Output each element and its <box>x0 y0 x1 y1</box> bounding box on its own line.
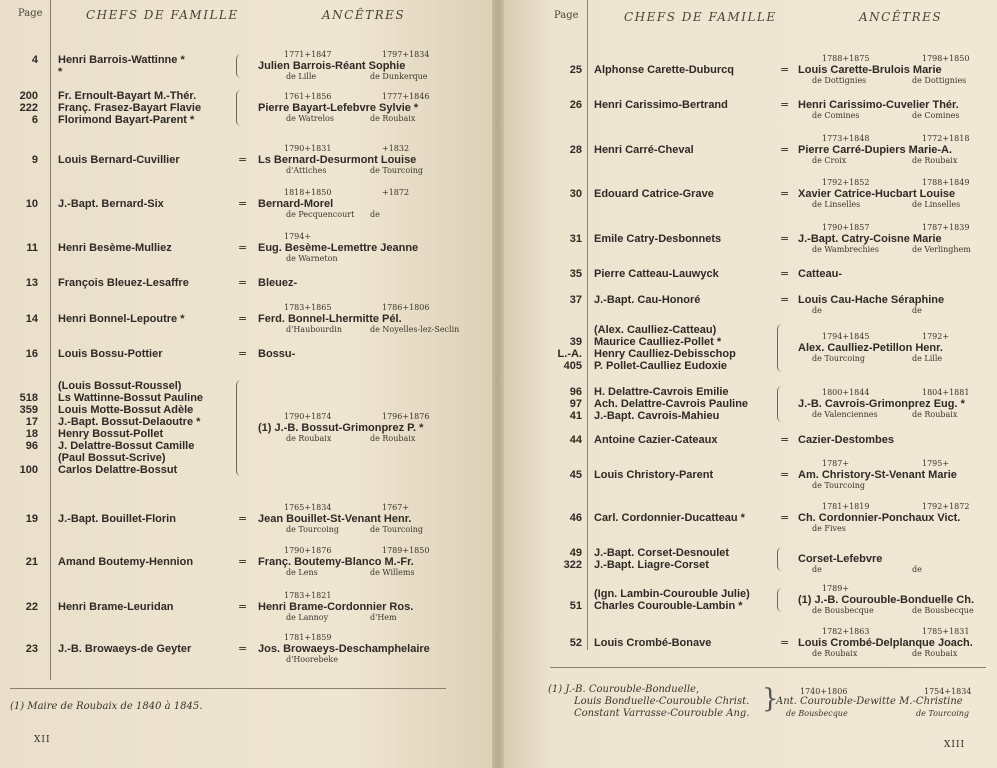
ancestor-name: Corset-Lefebvre <box>798 553 883 565</box>
ancestor-place-2: de Tourcoing <box>370 525 424 534</box>
chef-line: Louis Christory-Parent <box>594 469 714 481</box>
chef-line: Louis Bossu-Pottier <box>58 348 163 360</box>
ancestor-dates-2: +1872 <box>382 188 410 197</box>
ancestor-name: Bossu- <box>258 348 296 360</box>
equals-sign: = <box>238 153 248 166</box>
right-footnote-line-1: (1) J.-B. Courouble-Bonduelle, <box>548 684 700 695</box>
ancestor-place-2: de Lille <box>912 354 943 363</box>
ancestor-name: (1) J.-B. Bossut-Grimonprez P. * <box>258 422 424 434</box>
chef-line: J.-Bapt. Cavrois-Mahieu <box>594 410 720 422</box>
ancestor-place-2: d'Hem <box>370 613 397 622</box>
right-footnote-line-2: Louis Bonduelle-Courouble Christ. <box>574 696 750 707</box>
page-number: 14 <box>25 313 38 325</box>
page-number: 322 <box>563 559 582 571</box>
ancestor-dates-1: 1787+ <box>822 459 850 468</box>
ancestor-dates-1: 1789+ <box>822 584 850 593</box>
ancestor-dates-2: 1795+ <box>922 459 950 468</box>
entry-brace <box>236 380 241 476</box>
ancestor-name: Eug. Besème-Lemettre Jeanne <box>258 242 419 254</box>
ancestor-name: J.-Bapt. Catry-Coisne Marie <box>798 233 942 245</box>
ancestor-name: Pierre Bayart-Lefebvre Sylvie * <box>258 102 419 114</box>
page-number: 11 <box>26 242 38 254</box>
page-number: 100 <box>19 464 38 476</box>
ancestor-place-1: de Linselles <box>812 200 861 209</box>
entry-brace <box>777 547 782 571</box>
page-number: 28 <box>569 144 582 156</box>
ancestor-dates-2: 1767+ <box>382 503 410 512</box>
chef-line: Louis Motte-Bossut Adèle <box>58 404 194 416</box>
ancestor-place-1: d'Haubourdin <box>286 325 342 334</box>
chef-line: J.-Bapt. Bossut-Delaoutre * <box>58 416 201 428</box>
equals-sign: = <box>780 232 790 245</box>
chef-line: Ls Wattinne-Bossut Pauline <box>58 392 204 404</box>
chef-line: Alphonse Carette-Duburcq <box>594 64 734 76</box>
footnote-brace: } <box>762 684 779 714</box>
ancestor-dates-2: 1792+ <box>922 332 950 341</box>
ancestor-place-2: de Comines <box>912 111 960 120</box>
equals-sign: = <box>238 512 248 525</box>
ancestor-name: Am. Christory-St-Venant Marie <box>798 469 957 481</box>
left-page <box>0 0 492 768</box>
ancestor-place-2: de <box>912 565 922 574</box>
ancestor-dates-1: 1781+1819 <box>822 502 870 511</box>
ancestor-place-1: de <box>812 565 822 574</box>
equals-sign: = <box>238 276 248 289</box>
page-number: 46 <box>569 512 582 524</box>
chef-line: Henri Carissimo-Bertrand <box>594 99 728 111</box>
page-number: 222 <box>19 102 38 114</box>
page-number: 21 <box>25 556 38 568</box>
ancestor-dates-2: 1798+1850 <box>922 54 970 63</box>
page-number: 200 <box>19 90 38 102</box>
ancestor-dates-1: 1792+1852 <box>822 178 870 187</box>
chef-line: (Paul Bossut-Scrive) <box>58 452 166 464</box>
ancestor-place-1: de Roubaix <box>812 649 858 658</box>
equals-sign: = <box>238 312 248 325</box>
ancestor-name: Cazier-Destombes <box>798 434 894 446</box>
ancestor-place-2: de Roubaix <box>912 156 958 165</box>
ancestor-place-1: de Watrelos <box>286 114 334 123</box>
equals-sign: = <box>238 555 248 568</box>
page-number: 23 <box>25 643 38 655</box>
chef-line: Carlos Delattre-Bossut <box>58 464 178 476</box>
ancestor-dates-1: 1790+1876 <box>284 546 332 555</box>
ancestor-name: Louis Carette-Brulois Marie <box>798 64 942 76</box>
ancestor-name: Alex. Caulliez-Petillon Henr. <box>798 342 943 354</box>
right-page-column-rule <box>587 0 588 650</box>
ancestor-place-2: de Verlinghem <box>912 245 971 254</box>
ancestor-dates-1: 1800+1844 <box>822 388 870 397</box>
ancestor-name: Bernard-Morel <box>258 198 334 210</box>
ancestor-place-1: de Pecquencourt <box>286 210 355 219</box>
right-folio: XIII <box>944 740 966 750</box>
chef-line: (Ign. Lambin-Courouble Julie) <box>594 588 750 600</box>
ancestor-place-1: de Croix <box>812 156 847 165</box>
chef-line: H. Delattre-Cavrois Emilie <box>594 386 729 398</box>
ancestor-place-2: de Dunkerque <box>370 72 428 81</box>
equals-sign: = <box>780 511 790 524</box>
footnote-dates-2: 1754+1834 <box>924 687 972 696</box>
footnote-place-1: de Bousbecque <box>786 709 848 718</box>
ancestor-place-1: de Comines <box>812 111 860 120</box>
page-number: 22 <box>25 601 38 613</box>
page-number: 26 <box>569 99 582 111</box>
chef-line: Edouard Catrice-Grave <box>594 188 714 200</box>
ancestor-name: Ch. Cordonnier-Ponchaux Vict. <box>798 512 961 524</box>
ancestor-place-1: de Lannoy <box>286 613 329 622</box>
chef-line: J.-Bapt. Liagre-Corset <box>594 559 709 571</box>
ancestor-dates-1: 1781+1859 <box>284 633 332 642</box>
chef-line: P. Pollet-Caulliez Eudoxie <box>594 360 728 372</box>
chef-line: Pierre Catteau-Lauwyck <box>594 268 719 280</box>
right-chefs-header: CHEFS DE FAMILLE <box>624 10 777 24</box>
ancestor-place-2: de Roubaix <box>912 649 958 658</box>
ancestor-place-1: de Valenciennes <box>812 410 878 419</box>
ancestor-place-1: d'Attiches <box>286 166 327 175</box>
chef-line: Henri Barrois-Wattinne * <box>58 54 185 66</box>
ancestor-dates-1: 1788+1875 <box>822 54 870 63</box>
chef-line: Henry Bossut-Pollet <box>58 428 164 440</box>
right-ancetres-header: ANCÊTRES <box>859 10 943 24</box>
page-number: 518 <box>19 392 38 404</box>
ancestor-dates-2: 1797+1834 <box>382 50 430 59</box>
ancestor-place-1: de Tourcoing <box>812 481 866 490</box>
ancestor-place-2: de Roubaix <box>912 410 958 419</box>
chef-line: Charles Courouble-Lambin * <box>594 600 743 612</box>
left-page-column-rule <box>50 0 51 680</box>
ancestor-dates-1: 1783+1821 <box>284 591 332 600</box>
page-number: 4 <box>31 54 38 66</box>
ancestor-place-2: de Linselles <box>912 200 961 209</box>
ancestor-place-2: de Dottignies <box>912 76 967 85</box>
ancestor-name: Louis Cau-Hache Séraphine <box>798 294 945 306</box>
chef-line: Henri Carré-Cheval <box>594 144 694 156</box>
chef-line: (Louis Bossut-Roussel) <box>58 380 182 392</box>
chef-line: Antoine Cazier-Cateaux <box>594 434 718 446</box>
chef-line: Franç. Frasez-Bayart Flavie <box>58 102 202 114</box>
equals-sign: = <box>780 143 790 156</box>
ancestor-dates-1: 1794+ <box>284 232 312 241</box>
ancestor-place-2: de <box>912 306 922 315</box>
equals-sign: = <box>780 636 790 649</box>
ancestor-dates-2: 1788+1849 <box>922 178 970 187</box>
ancestor-place-2: de Noyelles-lez-Seclin <box>370 325 460 334</box>
ancestor-name: Pierre Carré-Dupiers Marie-A. <box>798 144 953 156</box>
ancestor-place-2: de Bousbecque <box>912 606 974 615</box>
ancestor-name: (1) J.-B. Courouble-Bonduelle Ch. <box>798 594 974 606</box>
page-number: 97 <box>569 398 582 410</box>
equals-sign: = <box>780 98 790 111</box>
page-number: 405 <box>563 360 582 372</box>
chef-line: Emile Catry-Desbonnets <box>594 233 722 245</box>
footnote-ancestor-names: Ant. Courouble-Dewitte M.-Christine <box>776 696 963 707</box>
ancestor-place-1: d'Hoorebeke <box>286 655 338 664</box>
page-number: 25 <box>569 64 582 76</box>
equals-sign: = <box>780 187 790 200</box>
equals-sign: = <box>780 468 790 481</box>
left-folio: XII <box>34 735 51 745</box>
ancestor-name: Jos. Browaeys-Deschamphelaire <box>258 643 430 655</box>
left-footnote-rule <box>10 688 446 689</box>
ancestor-place-2: de Roubaix <box>370 114 416 123</box>
book-gutter <box>492 0 504 768</box>
ancestor-dates-2: +1832 <box>382 144 410 153</box>
page-number: 6 <box>31 114 38 126</box>
ancestor-name: J.-B. Cavrois-Grimonprez Eug. * <box>798 398 965 410</box>
page-number: 51 <box>569 600 582 612</box>
page-number: 52 <box>569 637 582 649</box>
page-number: 19 <box>25 513 38 525</box>
chef-line: J.-Bapt. Bernard-Six <box>58 198 164 210</box>
page-number: 9 <box>31 154 38 166</box>
ancestor-place-1: de Wambrechies <box>812 245 879 254</box>
page-number: 30 <box>569 188 582 200</box>
equals-sign: = <box>780 267 790 280</box>
ancestor-dates-2: 1772+1818 <box>922 134 970 143</box>
page-number: 41 <box>569 410 582 422</box>
chef-line: J. Delattre-Bossut Camille <box>58 440 195 452</box>
chef-line: Carl. Cordonnier-Ducatteau * <box>594 512 745 524</box>
ancestor-place-1: de Tourcoing <box>286 525 340 534</box>
ancestor-dates-1: 1773+1848 <box>822 134 870 143</box>
right-footnote-line-3: Constant Varrasse-Courouble Ang. <box>574 708 750 719</box>
chef-line: Henri Besème-Mulliez <box>58 242 172 254</box>
ancestor-place-1: de Dottignies <box>812 76 867 85</box>
right-page-col-header: Page <box>554 10 579 21</box>
ancestor-place-1: de Roubaix <box>286 434 332 443</box>
footnote-dates-1: 1740+1806 <box>800 687 848 696</box>
page-number: 39 <box>569 336 582 348</box>
entry-brace <box>777 324 782 372</box>
page-number: 35 <box>569 268 582 280</box>
ancestor-name: Bleuez- <box>258 277 298 289</box>
ancestor-dates-1: 1794+1845 <box>822 332 870 341</box>
page-number: L.-A. <box>557 348 582 360</box>
ancestor-name: Julien Barrois-Réant Sophie <box>258 60 406 72</box>
ancestor-place-2: de Roubaix <box>370 434 416 443</box>
entry-brace <box>236 90 241 126</box>
page-number: 96 <box>569 386 582 398</box>
equals-sign: = <box>238 642 248 655</box>
equals-sign: = <box>780 293 790 306</box>
left-footnote: (1) Maire de Roubaix de 1840 à 1845. <box>10 701 203 712</box>
ancestor-dates-1: 1790+1857 <box>822 223 870 232</box>
ancestor-place-1: de <box>812 306 822 315</box>
ancestor-place-1: de Fives <box>812 524 846 533</box>
ancestor-place-2: de Tourcoing <box>370 166 424 175</box>
ancestor-dates-2: 1785+1831 <box>922 627 970 636</box>
page-number: 44 <box>569 434 582 446</box>
ancestor-dates-1: 1771+1847 <box>284 50 332 59</box>
page-number: 13 <box>25 277 38 289</box>
ancestor-dates-1: 1783+1865 <box>284 303 332 312</box>
page-number: 16 <box>25 348 38 360</box>
page-number: 45 <box>569 469 582 481</box>
ancestor-name: Henri Brame-Cordonnier Ros. <box>258 601 414 613</box>
entry-brace <box>777 386 782 422</box>
equals-sign: = <box>238 600 248 613</box>
ancestor-place-1: de Lille <box>286 72 317 81</box>
page-number: 96 <box>25 440 38 452</box>
ancestor-place-2: de Willems <box>370 568 415 577</box>
ancestor-name: Louis Crombé-Delplanque Joach. <box>798 637 973 649</box>
equals-sign: = <box>238 197 248 210</box>
ancestor-place-1: de Lens <box>286 568 318 577</box>
ancestor-place-1: de Bousbecque <box>812 606 874 615</box>
ancestor-name: Ferd. Bonnel-Lhermitte Pél. <box>258 313 402 325</box>
ancestor-dates-2: 1786+1806 <box>382 303 430 312</box>
equals-sign: = <box>238 241 248 254</box>
right-page <box>504 0 997 768</box>
chef-line: Henri Bonnel-Lepoutre * <box>58 313 185 325</box>
footnote-place-2: de Tourcoing <box>916 709 970 718</box>
ancestor-name: Xavier Catrice-Hucbart Louise <box>798 188 956 200</box>
chef-line: Ach. Delattre-Cavrois Pauline <box>594 398 749 410</box>
chef-line: Amand Boutemy-Hennion <box>58 556 194 568</box>
chef-line: J.-B. Browaeys-de Geyter <box>58 643 192 655</box>
ancestor-name: Catteau- <box>798 268 843 280</box>
ancestor-dates-2: 1804+1881 <box>922 388 970 397</box>
chef-line: (Alex. Caulliez-Catteau) <box>594 324 717 336</box>
left-ancetres-header: ANCÊTRES <box>322 8 406 22</box>
chef-line: Fr. Ernoult-Bayart M.-Thér. <box>58 90 197 102</box>
entry-brace <box>236 54 241 78</box>
chef-line: J.-Bapt. Bouillet-Florin <box>58 513 176 525</box>
entry-brace <box>777 588 782 612</box>
ancestor-place-2: de <box>370 210 380 219</box>
ancestor-dates-1: 1790+1874 <box>284 412 332 421</box>
ancestor-dates-1: 1790+1831 <box>284 144 332 153</box>
equals-sign: = <box>238 347 248 360</box>
chef-line: Florimond Bayart-Parent * <box>58 114 195 126</box>
ancestor-dates-2: 1789+1850 <box>382 546 430 555</box>
ancestor-dates-1: 1761+1856 <box>284 92 332 101</box>
page-number: 359 <box>19 404 38 416</box>
ancestor-place-1: de Tourcoing <box>812 354 866 363</box>
ancestor-dates-1: 1765+1834 <box>284 503 332 512</box>
equals-sign: = <box>780 433 790 446</box>
page-number: 17 <box>25 416 38 428</box>
left-chefs-header: CHEFS DE FAMILLE <box>86 8 239 22</box>
chef-line: * <box>58 66 63 78</box>
ancestor-place-1: de Warneton <box>286 254 338 263</box>
left-page-col-header: Page <box>18 8 43 19</box>
ancestor-name: Ls Bernard-Desurmont Louise <box>258 154 417 166</box>
page-number: 37 <box>569 294 582 306</box>
ancestor-name: Franç. Boutemy-Blanco M.-Fr. <box>258 556 414 568</box>
ancestor-name: Jean Bouillet-St-Venant Henr. <box>258 513 412 525</box>
chef-line: Maurice Caulliez-Pollet * <box>594 336 722 348</box>
page-number: 18 <box>25 428 38 440</box>
chef-line: François Bleuez-Lesaffre <box>58 277 189 289</box>
page-number: 49 <box>569 547 582 559</box>
ancestor-dates-1: 1818+1850 <box>284 188 332 197</box>
chef-line: Henri Brame-Leuridan <box>58 601 174 613</box>
ancestor-dates-1: 1782+1863 <box>822 627 870 636</box>
page-number: 31 <box>569 233 582 245</box>
chef-line: J.-Bapt. Corset-Desnoulet <box>594 547 730 559</box>
chef-line: Louis Bernard-Cuvillier <box>58 154 180 166</box>
ancestor-dates-2: 1792+1872 <box>922 502 970 511</box>
right-footnote-rule <box>550 667 986 668</box>
chef-line: Louis Crombé-Bonave <box>594 637 712 649</box>
chef-line: Henry Caulliez-Debisschop <box>594 348 736 360</box>
chef-line: J.-Bapt. Cau-Honoré <box>594 294 701 306</box>
ancestor-name: Henri Carissimo-Cuvelier Thér. <box>798 99 959 111</box>
ancestor-dates-2: 1787+1839 <box>922 223 970 232</box>
ancestor-dates-2: 1777+1846 <box>382 92 430 101</box>
equals-sign: = <box>780 63 790 76</box>
ancestor-dates-2: 1796+1876 <box>382 412 430 421</box>
page-number: 10 <box>25 198 38 210</box>
